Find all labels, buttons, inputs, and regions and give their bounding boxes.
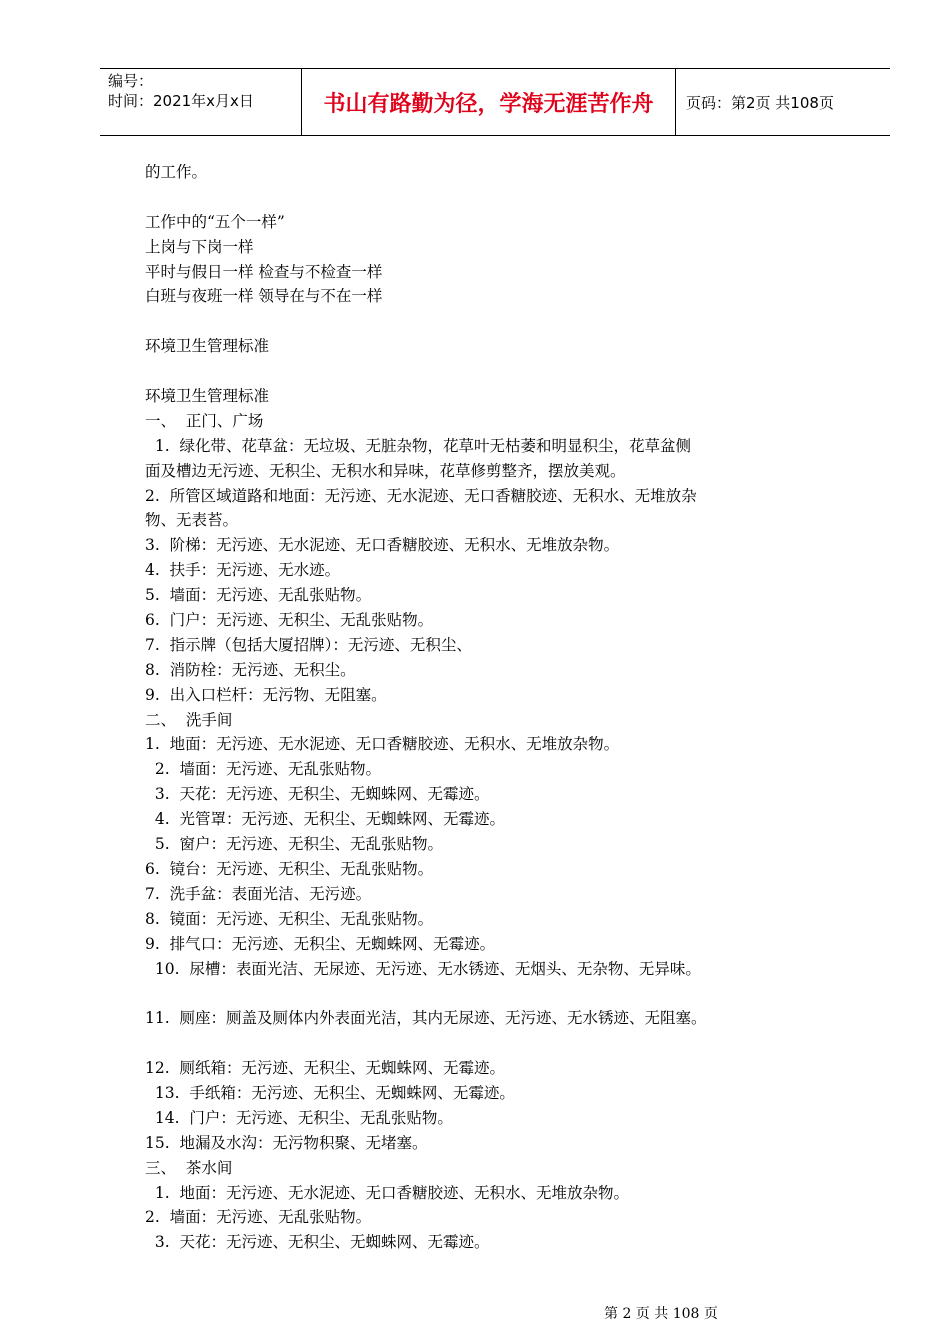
header-meta — [100, 69, 302, 135]
text-line: 13. 手纸箱：无污迹、无积尘、无蜘蛛网、无霉迹。 — [145, 1083, 515, 1102]
text-line — [145, 309, 845, 334]
text-line: 12. 厕纸箱：无污迹、无积尘、无蜘蛛网、无霉迹。 — [145, 1059, 506, 1078]
text-line: 7. 洗手盆：表面光洁、无污迹。 — [145, 884, 372, 903]
text-line: 平时与假日一样 检查与不检查一样 — [145, 262, 383, 281]
page-header — [100, 68, 890, 136]
document-body — [145, 160, 845, 1255]
text-line: 工作中的“五个一样” — [145, 212, 285, 231]
text-line: 3. 天花：无污迹、无积尘、无蜘蛛网、无霉迹。 — [145, 785, 490, 804]
serial-label: 编号： — [108, 72, 154, 90]
text-line: 8. 消防栓：无污迹、无积尘。 — [145, 660, 356, 679]
header-page-info: 页码：第2页 共108页 — [686, 93, 834, 112]
text-line: 的工作。 — [145, 163, 208, 181]
text-line: 物、无表苔。 — [145, 511, 239, 530]
text-line: 5. 窗户：无污迹、无积尘、无乱张贴物。 — [145, 835, 443, 854]
text-line: 上岗与下岗一样 — [145, 237, 254, 256]
text-line: 4. 光管罩：无污迹、无积尘、无蜘蛛网、无霉迹。 — [145, 810, 505, 829]
text-line: 4. 扶手：无污迹、无水迹。 — [145, 561, 341, 580]
text-line: 白班与夜班一样 领导在与不在一样 — [145, 287, 383, 306]
text-line — [145, 359, 845, 384]
text-line: 环境卫生管理标准 — [145, 387, 270, 406]
text-line: 1. 地面：无污迹、无水泥迹、无口香糖胶迹、无积水、无堆放杂物。 — [145, 735, 620, 754]
text-line: 11. 厕座：厕盖及厕体内外表面光洁，其内无尿迹、无污迹、无水锈迹、无阻塞。 — [145, 1009, 707, 1028]
text-line: 2. 墙面：无污迹、无乱张贴物。 — [145, 1208, 372, 1227]
text-line — [145, 1031, 845, 1056]
text-line: 7. 指示牌（包括大厦招牌）：无污迹、无积尘、 — [145, 635, 472, 654]
text-line: 10. 尿槽：表面光洁、无尿迹、无污迹、无水锈迹、无烟头、无杂物、无异味。 — [145, 959, 701, 978]
text-line: 二、 洗手间 — [145, 710, 233, 729]
time-label: 时间：2021年x月x日 — [108, 92, 254, 110]
text-line: 6. 镜台：无污迹、无积尘、无乱张贴物。 — [145, 859, 434, 878]
page-footer: 第 2 页 共 108 页 — [604, 1306, 718, 1322]
text-line: 1. 地面：无污迹、无水泥迹、无口香糖胶迹、无积水、无堆放杂物。 — [145, 1183, 629, 1202]
text-line: 环境卫生管理标准 — [145, 337, 270, 356]
text-line: 15. 地漏及水沟：无污物积聚、无堵塞。 — [145, 1133, 428, 1152]
text-line: 8. 镜面：无污迹、无积尘、无乱张贴物。 — [145, 909, 434, 928]
text-line: 一、 正门、广场 — [145, 411, 264, 430]
text-line: 2. 所管区域道路和地面：无污迹、无水泥迹、无口香糖胶迹、无积水、无堆放杂 — [145, 486, 697, 505]
text-line: 5. 墙面：无污迹、无乱张贴物。 — [145, 586, 372, 605]
text-line — [145, 981, 845, 1006]
text-line: 3. 阶梯：无污迹、无水泥迹、无口香糖胶迹、无积水、无堆放杂物。 — [145, 536, 620, 555]
text-line: 2. 墙面：无污迹、无乱张贴物。 — [145, 760, 381, 779]
text-line — [145, 185, 845, 210]
text-line: 9. 排气口：无污迹、无积尘、无蜘蛛网、无霉迹。 — [145, 934, 496, 953]
text-line: 3. 天花：无污迹、无积尘、无蜘蛛网、无霉迹。 — [145, 1233, 490, 1252]
header-motto: 书山有路勤为径，学海无涯苦作舟 — [302, 69, 676, 135]
text-line: 1. 绿化带、花草盆：无垃圾、无脏杂物，花草叶无枯萎和明显积尘，花草盆侧 — [145, 436, 691, 455]
text-line: 三、 茶水间 — [145, 1158, 233, 1177]
text-line: 14. 门户：无污迹、无积尘、无乱张贴物。 — [145, 1108, 453, 1127]
text-line: 9. 出入口栏杆：无污物、无阻塞。 — [145, 685, 387, 704]
text-line: 面及槽边无污迹、无积尘、无积水和异味，花草修剪整齐，摆放美观。 — [145, 461, 626, 480]
text-line: 6. 门户：无污迹、无积尘、无乱张贴物。 — [145, 611, 434, 630]
